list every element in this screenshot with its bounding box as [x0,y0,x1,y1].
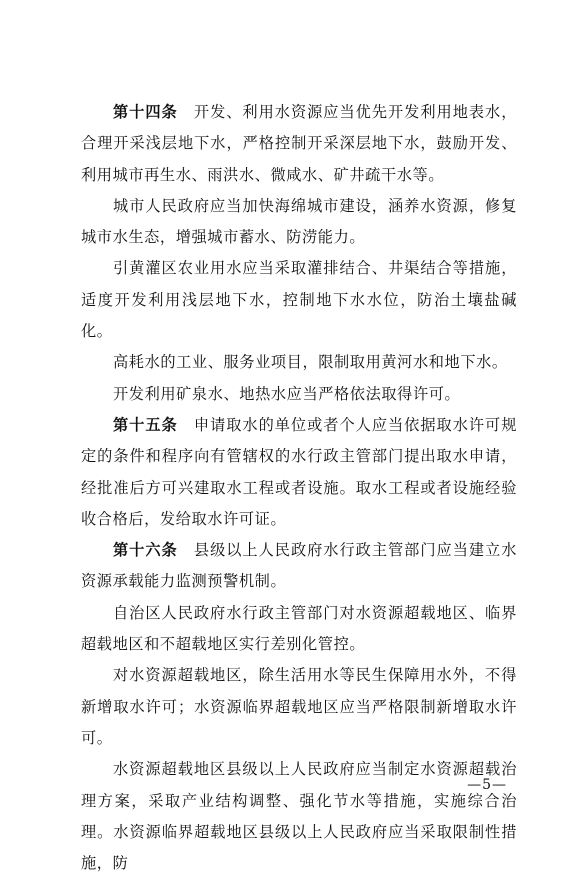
paragraph [81,253,517,347]
paragraph-text: 引黄灌区农业用水应当采取灌排结合、井渠结合等措施，适度开发利用浅层地下水，控制地下水水位，防治土壤盐碱化。 [81,259,517,341]
paragraph-text: 申请取水的单位或者个人应当依据取水许可规定的条件和程序向有管辖权的水行政主管部门提出取水申请，经批准后方可兴建取水工程或者设施。取水工程或者设施经验收合格后，发给取水许可证。 [81,415,518,528]
article-number: 第十四条 [113,103,178,121]
paragraph [81,379,517,410]
paragraph [81,347,517,378]
paragraph [81,535,517,598]
paragraph [81,660,517,754]
document-body [81,97,517,879]
paragraph [81,191,517,254]
paragraph-text: 开发利用矿泉水、地热水应当严格依法取得许可。 [113,384,461,403]
paragraph-text: 对水资源超载地区，除生活用水等民生保障用水外，不得新增取水许可；水资源临界超载地区应当严格限制新增取水许可。 [81,666,517,747]
paragraph-text: 水资源临界超载地区县级以上人民政府应当采取限制性措施，防 [81,822,518,873]
article-number: 第十六条 [113,541,178,560]
article-number: 第十五条 [113,415,178,434]
paragraph-text: 高耗水的工业、服务业项目，限制取用黄河水和地下水。 [113,353,508,372]
paragraph-text: 自治区人民政府水行政主管部门对水资源超载地区、临界超载地区和不超载地区实行差别化管控。 [81,603,517,654]
paragraph [81,97,517,191]
page-number: —5— [467,777,507,793]
paragraph [81,410,517,535]
paragraph-text: 开发、利用水资源应当优先开发利用地表水，合理开采浅层地下水，严格控制开采深层地下水，鼓励开发、利用城市再生水、雨洪水、微咸水、矿井疏干水等。 [81,103,518,184]
paragraph-text: 水资源超载地区县级以上人民政府应当制定水资源超载治理方案，采取产业结构调整、强化节水等措施，实施综合治理。 [81,760,517,841]
paragraph [81,754,517,879]
paragraph-text: 县级以上人民政府水行政主管部门应当建立水资源承载能力监测预警机制。 [81,541,518,591]
paragraph-text: 城市人民政府应当加快海绵城市建设，涵养水资源，修复城市水生态，增强城市蓄水、防涝能力。 [81,196,517,247]
paragraph [81,598,517,661]
